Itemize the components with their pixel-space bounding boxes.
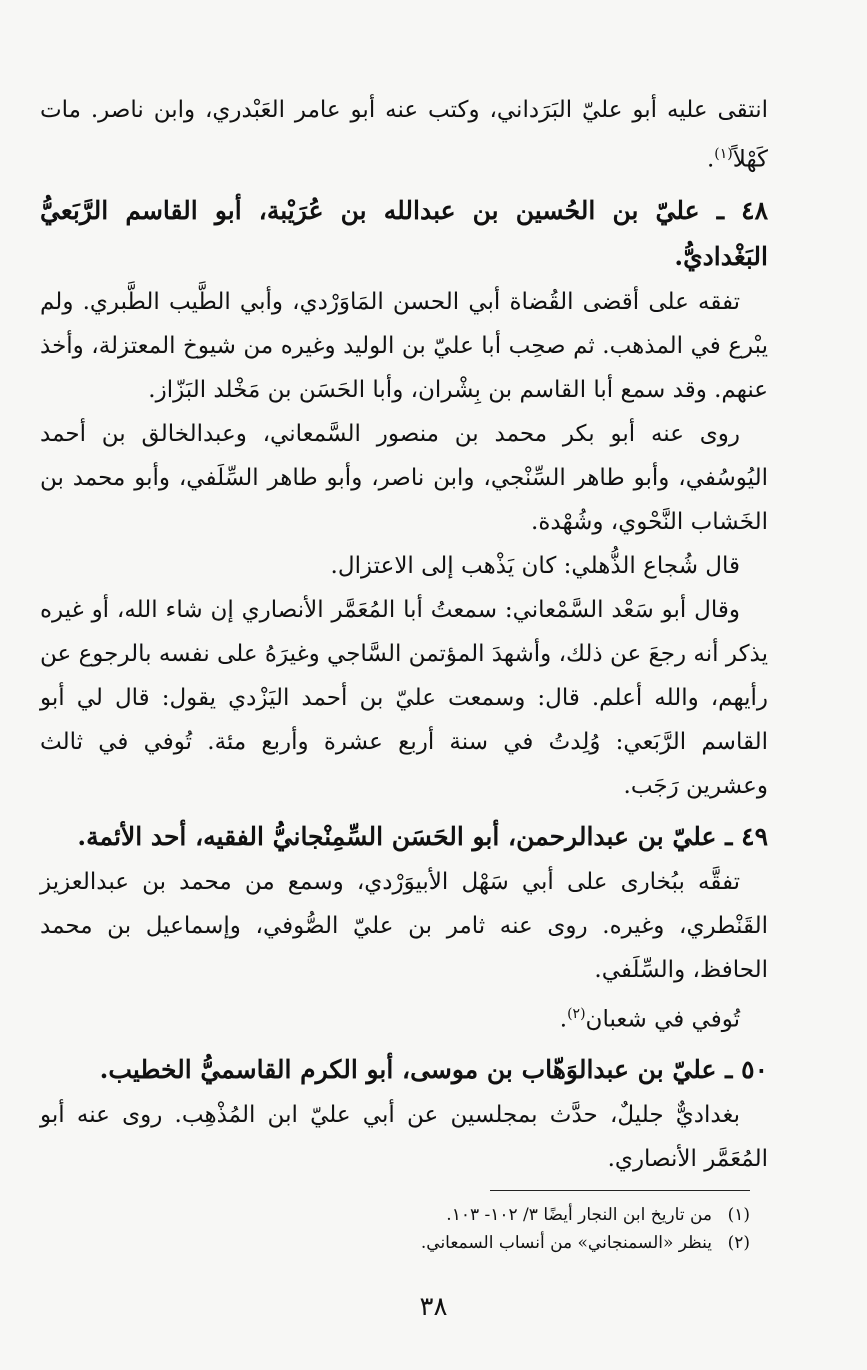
page-body xyxy=(40,88,768,1181)
footnote-1: (١)من تاريخ ابن النجار أيضًا ٣/ ١٠٢- ١٠٣. xyxy=(446,1205,750,1225)
page-number: ٣٨ xyxy=(419,1292,448,1322)
footnote-divider xyxy=(490,1190,750,1191)
entry-48-para-2: روى عنه أبو بكر محمد بن منصور السَّمعاني، وعبدالخالق بن أحمد اليُوسُفي، وأبو طاهر السِّنْجي، وابن ناصر، وأبو طاهر السِّلَفي، وأبو محمد بن الخَشاب النَّحْوي، وشُهْدة. xyxy=(40,420,768,535)
entry-48-para-3: قال شُجاع الذُّهلي: كان يَذْهب إلى الاعتزال. xyxy=(330,552,740,579)
footnotes xyxy=(100,1190,750,1257)
footnote-ref-2[interactable]: (٢) xyxy=(567,1005,586,1022)
entry-50-para-1: بغداديٌّ جليلٌ، حدَّث بمجلسين عن أبي عليّ ابن المُذْهِب. روى عنه أبو المُعَمَّر الأنصاري. xyxy=(40,1102,768,1173)
entry-49-heading: ٤٩ ـ عليّ بن عبدالرحمن، أبو الحَسَن السِّمِنْجانيُّ الفقيه، أحد الأئمة. xyxy=(77,821,768,851)
footnote-ref-1[interactable]: (١) xyxy=(714,146,733,162)
entry-50-heading: ٥٠ ـ عليّ بن عبدالوَهّاب بن موسى، أبو الكرم القاسميُّ الخطيب. xyxy=(99,1055,768,1085)
footnote-2: (٢)ينظر «السمنجاني» من أنساب السمعاني. xyxy=(420,1233,750,1253)
entry-48-para-4: وقال أبو سَعْد السَّمْعاني: سمعتُ أبا المُعَمَّر الأنصاري إن شاء الله، أو غيره يذكر أنه رجعَ عن ذلك، وأشهدَ المؤتمن السَّاجي وغيرَهُ على نفسه بالرجوع عن رأيهم، والله أعلم. قال: وسمعت عليّ بن أحمد اليَزْدي يقول: قال لي أبو القاسم الرَّبَعي: وُلِدتُ في سنة أربع عشرة وأربع مئة. تُوفي في ثالث وعشرين رَجَب. xyxy=(40,596,768,799)
intro-paragraph: انتقى عليه أبو عليّ البَرَداني، وكتب عنه أبو عامر العَبْدري، وابن ناصر. مات كَهْلاً$^{(١)}$. xyxy=(40,97,768,173)
entry-49-para-2: تُوفي في شعبان$^{(٢)}$. xyxy=(559,1005,740,1033)
entry-48-para-1: تفقه على أقضى القُضاة أبي الحسن المَاوَرْدي، وأبي الطَّيب الطَّبري. ولم يبْرع في المذهب. ثم صحِب أبا عليّ بن الوليد وغيره من شيوخ المعتزلة، وأخذ عنهم. وقد سمع أبا القاسم بن بِشْران، وأبا الحَسَن بن مَخْلد البَزّاز. xyxy=(40,288,768,403)
entry-49-para-1: تفقَّه ببُخارى على أبي سَهْل الأبيوَرْدي، وسمع من محمد بن عبدالعزيز القَنْطري، وغيره. روى عنه ثامر بن عليّ الصُّوفي، وإسماعيل بن محمد الحافظ، والسِّلَفي. xyxy=(40,868,768,983)
entry-48-heading: ٤٨ ـ عليّ بن الحُسين بن عبدالله بن عُرَيْبة، أبو القاسم الرَّبَعيُّ البَغْداديُّ. xyxy=(40,195,768,271)
